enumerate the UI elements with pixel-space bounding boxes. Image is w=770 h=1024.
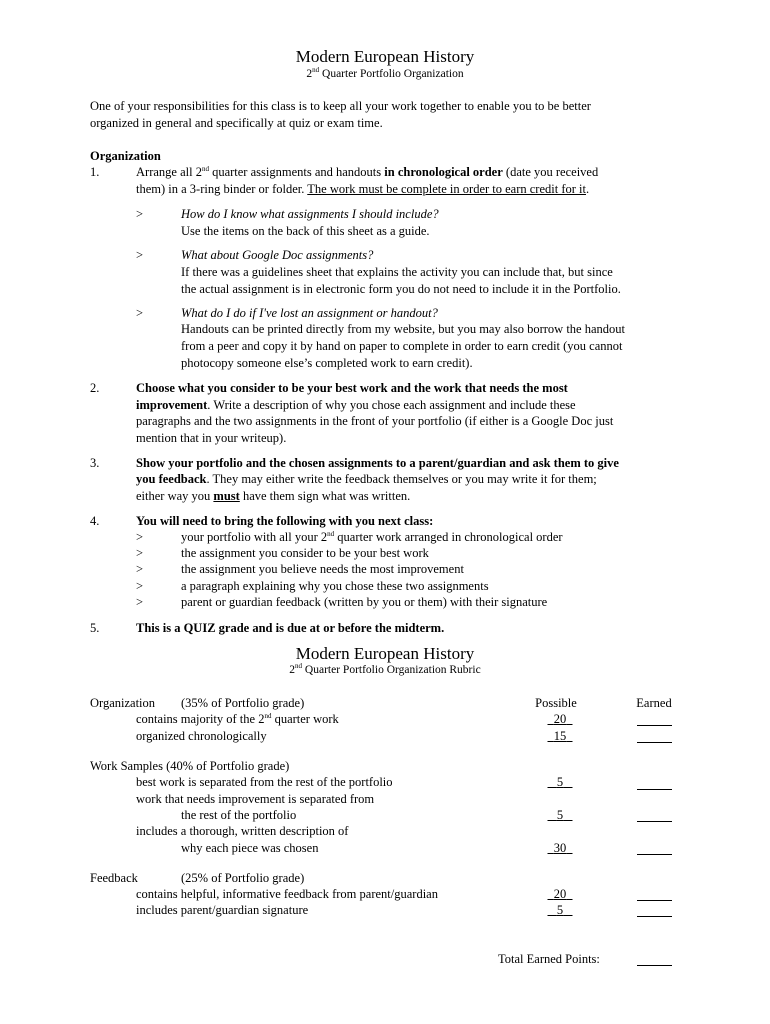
- possible-points: 5: [556, 808, 564, 822]
- col-earned: Earned: [636, 696, 672, 710]
- earned-blank[interactable]: [637, 789, 672, 790]
- col-possible: Possible: [535, 696, 577, 710]
- rubric-criterion-cont: why each piece was chosen: [181, 841, 319, 855]
- item2-line-2: improvement. Write a description of why you chose each assignment and include these: [136, 398, 576, 412]
- bullet-marker: >: [136, 530, 144, 544]
- possible-points: 30: [553, 841, 567, 855]
- organization-heading: Organization: [90, 149, 161, 163]
- bullet-text: the assignment you consider to be your best work: [181, 546, 429, 560]
- rubric-criterion: organized chronologically: [136, 729, 267, 743]
- section-label: Work Samples (40% of Portfolio grade): [90, 759, 290, 773]
- item-number: 3.: [90, 456, 100, 470]
- possible-points: 5: [556, 903, 564, 917]
- bullet-marker: >: [136, 562, 144, 576]
- bullet-text: a paragraph explaining why you chose these two assignments: [181, 579, 489, 593]
- bullet-text: the assignment you believe needs the most improvement: [181, 562, 464, 576]
- item2-line-1: Choose what you consider to be your best work and the work that needs the most: [136, 381, 568, 395]
- earned-blank[interactable]: [637, 742, 672, 743]
- rubric-criterion: contains helpful, informative feedback from parent/guardian: [136, 887, 438, 901]
- item-number: 2.: [90, 381, 100, 395]
- earned-blank[interactable]: [637, 854, 672, 855]
- rubric-subtitle: 2nd Quarter Portfolio Organization Rubric: [289, 662, 481, 676]
- earned-blank[interactable]: [637, 821, 672, 822]
- earned-blank[interactable]: [637, 916, 672, 917]
- rubric-criterion: includes a thorough, written description of: [136, 824, 349, 838]
- item-number: 5.: [90, 621, 100, 635]
- faq-marker: >: [136, 248, 144, 262]
- faq-answer-line: the actual assignment is in electronic form you do not need to include it in the Portfolio.: [181, 282, 621, 296]
- faq-marker: >: [136, 207, 144, 221]
- page-subtitle: 2nd Quarter Portfolio Organization: [306, 66, 464, 80]
- section-label: Feedback: [90, 871, 138, 885]
- rubric-criterion: contains majority of the 2nd quarter work: [136, 711, 339, 726]
- item-number: 4.: [90, 514, 100, 528]
- rubric-criterion: best work is separated from the rest of the portfolio: [136, 775, 393, 789]
- earned-blank[interactable]: [637, 900, 672, 901]
- section-percent: (25% of Portfolio grade): [181, 871, 305, 885]
- item1-line-1: Arrange all 2nd quarter assignments and handouts in chronological order (date you received: [136, 164, 599, 179]
- faq-question: What do I do if I've lost an assignment or handout?: [181, 306, 438, 320]
- possible-points: 5: [556, 775, 564, 789]
- faq-answer-line: from a peer and copy it by hand on paper to complete in order to earn credit (you cannot: [181, 339, 623, 353]
- faq-marker: >: [136, 306, 144, 320]
- bullet-marker: >: [136, 579, 144, 593]
- item3-line-1: Show your portfolio and the chosen assignments to a parent/guardian and ask them to give: [136, 456, 619, 470]
- item1-line-2: them) in a 3-ring binder or folder. The work must be complete in order to earn credit for it.: [136, 182, 590, 196]
- bullet-text: parent or guardian feedback (written by you or them) with their signature: [181, 595, 548, 609]
- rubric-criterion: includes parent/guardian signature: [136, 903, 309, 917]
- total-earned-label: Total Earned Points:: [498, 952, 600, 966]
- page-title: Modern European History: [295, 47, 475, 66]
- item2-line-4: mention that in your writeup).: [136, 431, 287, 445]
- item3-line-2: you feedback. They may either write the feedback themselves or you may write it for them;: [136, 472, 597, 486]
- bullet-marker: >: [136, 546, 144, 560]
- section-percent: (35% of Portfolio grade): [181, 696, 305, 710]
- faq-answer-line: photocopy someone else’s completed work to earn credit).: [181, 356, 473, 370]
- total-earned-blank[interactable]: [637, 965, 672, 966]
- bullet-marker: >: [136, 595, 144, 609]
- rubric-criterion-cont: the rest of the portfolio: [181, 808, 297, 822]
- bullet-text: your portfolio with all your 2nd quarter work arranged in chronological order: [181, 529, 563, 544]
- rubric-title: Modern European History: [295, 644, 475, 663]
- item-number: 1.: [90, 165, 100, 179]
- possible-points: 15: [553, 729, 567, 743]
- item4-heading: You will need to bring the following with you next class:: [136, 514, 434, 528]
- possible-points: 20: [553, 712, 567, 726]
- faq-answer-line: Use the items on the back of this sheet as a guide.: [181, 224, 430, 238]
- faq-question: How do I know what assignments I should include?: [181, 207, 439, 221]
- section-label: Organization: [90, 696, 156, 710]
- possible-points: 20: [553, 887, 567, 901]
- item5-text: This is a QUIZ grade and is due at or before the midterm.: [136, 621, 445, 635]
- intro-line-1: One of your responsibilities for this class is to keep all your work together to enable you to be better: [90, 99, 591, 113]
- faq-question: What about Google Doc assignments?: [181, 248, 374, 262]
- item2-line-3: paragraphs and the two assignments in the front of your portfolio (if either is a Google Doc just: [136, 414, 614, 428]
- item3-line-3: either way you must have them sign what was written.: [136, 489, 411, 503]
- faq-answer-line: If there was a guidelines sheet that explains the activity you can include that, but since: [181, 265, 613, 279]
- rubric-criterion: work that needs improvement is separated from: [136, 792, 375, 806]
- earned-blank[interactable]: [637, 725, 672, 726]
- faq-answer-line: Handouts can be printed directly from my website, but you may also borrow the handout: [181, 322, 625, 336]
- intro-line-2: organized in general and specifically at quiz or exam time.: [90, 116, 383, 130]
